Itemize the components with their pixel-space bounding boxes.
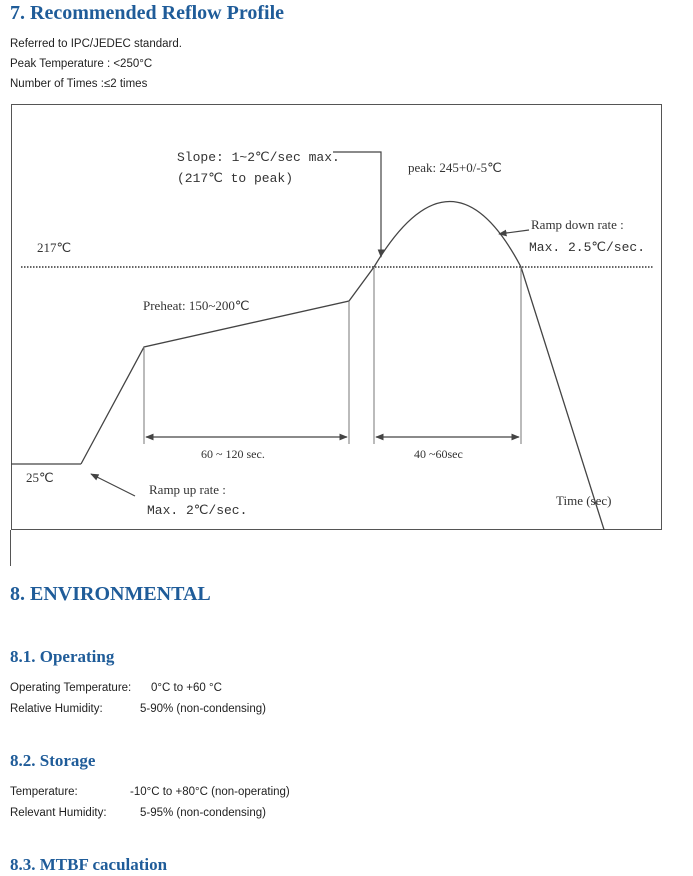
storage-temperature-value: -10°C to +80°C (non-operating) (130, 786, 290, 798)
storage-temperature-label: Temperature: (10, 786, 78, 798)
relative-humidity-row (10, 703, 266, 715)
relative-humidity-label: Relative Humidity: (10, 703, 103, 715)
preheat-time-label: 60 ~ 120 sec. (201, 447, 265, 461)
preheat-label: Preheat: 150~200℃ (143, 298, 250, 313)
environmental-section-title: 8. ENVIRONMENTAL (10, 583, 211, 605)
mtbf-subsection-title: 8.3. MTBF caculation (10, 855, 168, 874)
reflow-section-title: 7. Recommended Reflow Profile (10, 2, 285, 24)
operating-temperature-value: 0°C to +60 °C (151, 682, 222, 694)
relevant-humidity-row (10, 807, 266, 819)
operating-temperature-row (10, 682, 222, 694)
relative-humidity-value: 5-90% (non-condensing) (140, 703, 266, 715)
reflow-number-of-times-text: Number of Times :≤2 times (10, 78, 148, 90)
reflow-standard-text: Referred to IPC/JEDEC standard. (10, 38, 182, 50)
relevant-humidity-label: Relevant Humidity: (10, 807, 107, 819)
x-axis-label: Time (sec) (556, 493, 612, 508)
chart-frame (12, 105, 662, 530)
peak-label: peak: 245+0/-5℃ (408, 160, 502, 175)
slope-label-line2: (217℃ to peak) (177, 171, 294, 186)
operating-subsection-title: 8.1. Operating (10, 647, 115, 666)
start-temperature-label: 25℃ (26, 470, 54, 485)
ramp-up-label-line1: Ramp up rate : (149, 482, 226, 497)
storage-subsection-title: 8.2. Storage (10, 751, 96, 770)
storage-temperature-row (10, 786, 290, 798)
slope-label-line1: Slope: 1~2℃/sec max. (177, 150, 340, 165)
reflow-profile-chart (11, 104, 662, 530)
operating-temperature-label: Operating Temperature: (10, 682, 132, 694)
reference-line-label: 217℃ (37, 240, 72, 255)
ramp-down-label-line1: Ramp down rate : (531, 217, 624, 232)
relevant-humidity-value: 5-95% (non-condensing) (140, 807, 266, 819)
side-rule (10, 530, 11, 566)
ramp-down-label-line2: Max. 2.5℃/sec. (529, 240, 646, 255)
ramp-up-label-line2: Max. 2℃/sec. (147, 503, 248, 518)
reflow-peak-temperature-text: Peak Temperature : <250°C (10, 58, 153, 70)
liquidus-time-label: 40 ~60sec (414, 447, 463, 461)
